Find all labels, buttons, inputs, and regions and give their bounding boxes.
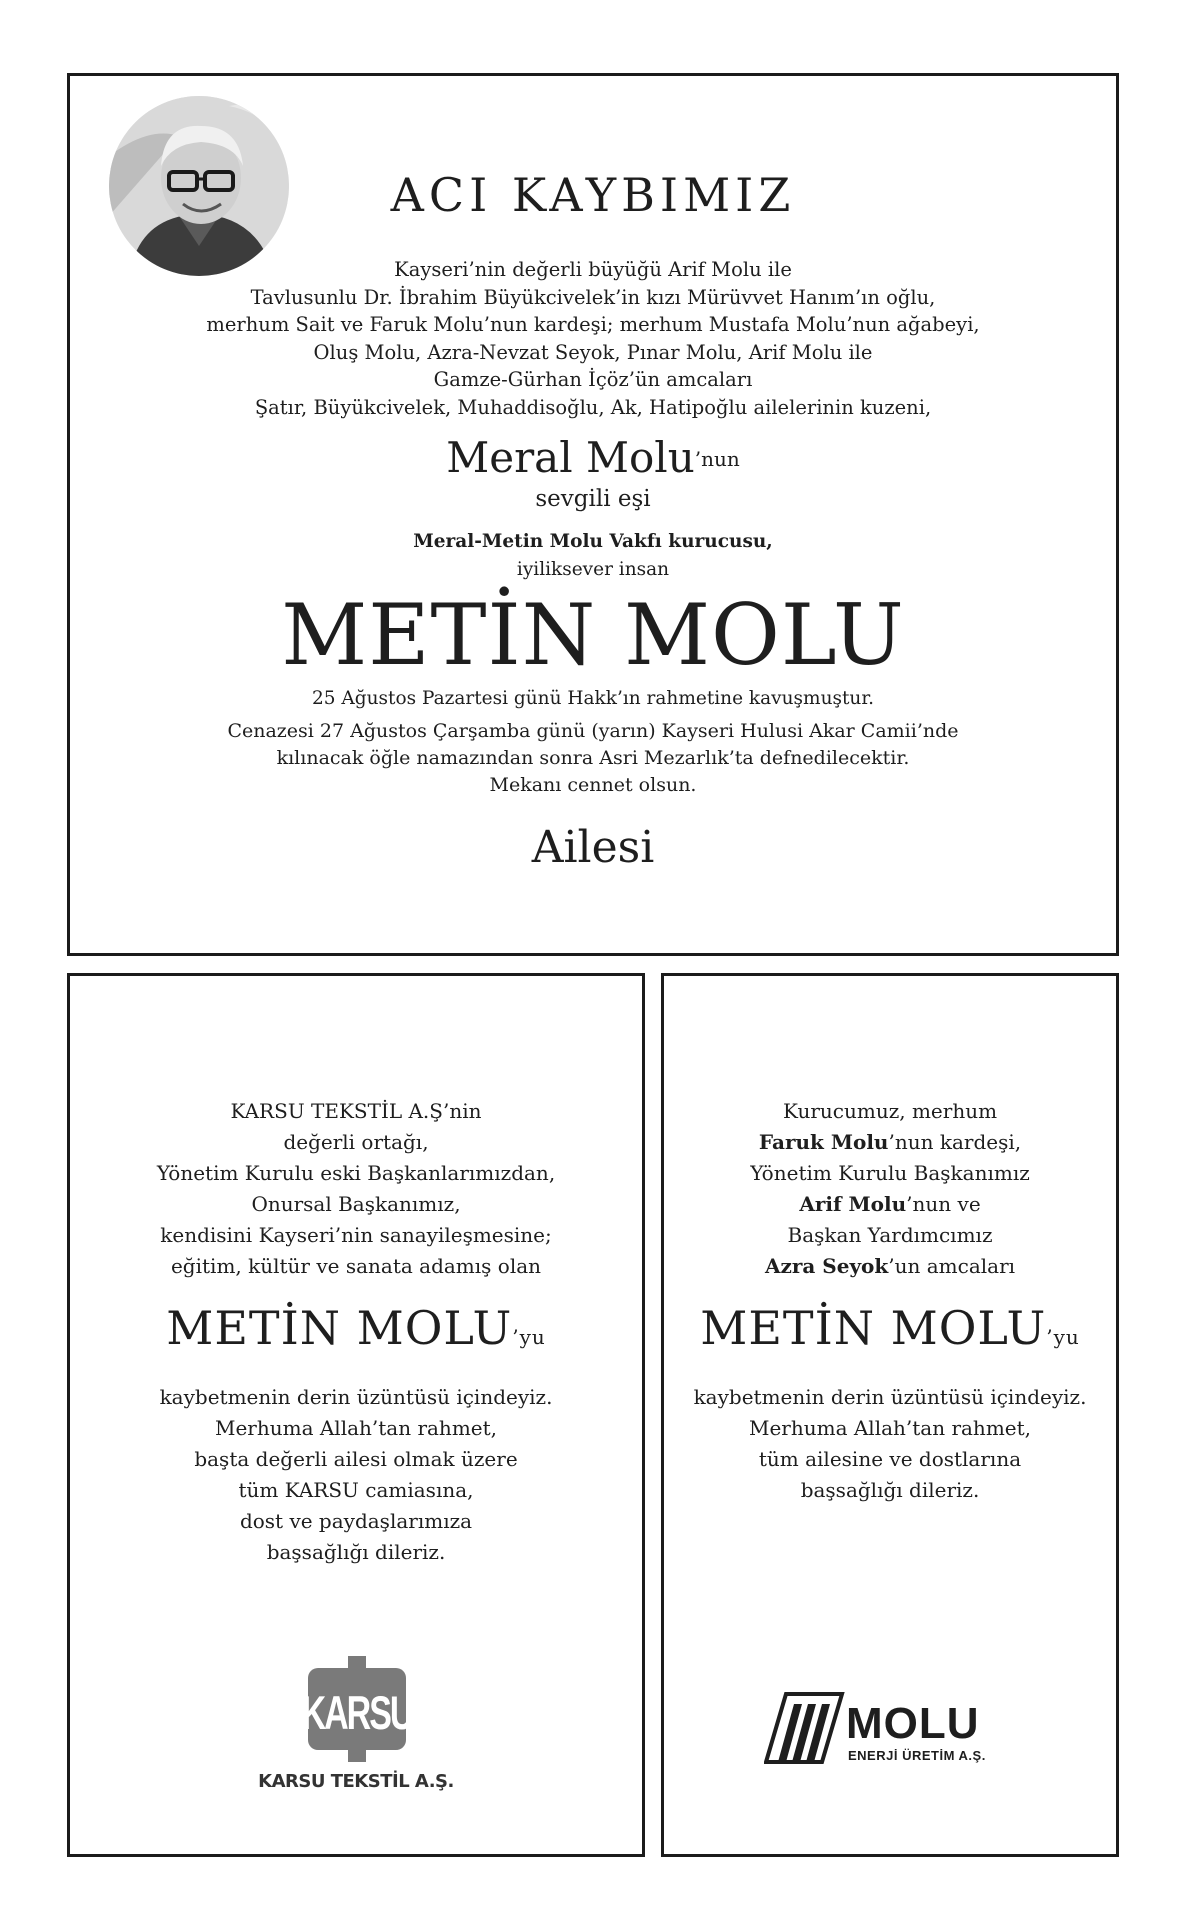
intro-line: Şatır, Büyükcivelek, Muhaddisoğlu, Ak, Hatipoğlu ailelerinin kuzeni,	[254, 395, 932, 419]
karsu-top-text	[70, 1096, 642, 1282]
karsu-line: başsağlığı dileriz.	[266, 1540, 446, 1564]
karsu-line: Merhuma Allah’tan rahmet,	[214, 1416, 498, 1440]
intro-line: merhum Sait ve Faruk Molu’nun kardeşi; merhum Mustafa Molu’nun ağabeyi,	[206, 313, 980, 336]
karsu-line: değerli ortağı,	[283, 1130, 429, 1154]
molu-logo-text: MOLU	[846, 1699, 980, 1748]
molu-line-rest: ’un amcaları	[888, 1254, 1016, 1278]
karsu-line: eğitim, kültür ve sanata adamış olan	[170, 1254, 542, 1278]
molu-line: Başkan Yardımcımız	[787, 1223, 993, 1247]
karsu-condolence-box	[67, 973, 645, 1857]
molu-line: Merhuma Allah’tan rahmet,	[748, 1416, 1032, 1440]
svg-text:KARSU: KARSU	[302, 1686, 412, 1740]
molu-line: Yönetim Kurulu Başkanımız	[750, 1161, 1030, 1185]
molu-line: tüm ailesine ve dostlarına	[758, 1447, 1022, 1471]
main-obituary-box	[67, 73, 1119, 956]
funeral-line: kılınacak öğle namazından sonra Asri Mezarlık’ta defnedilecektir.	[276, 747, 910, 769]
molu-logo	[764, 1688, 1014, 1768]
benevolent-line: iyiliksever insan	[516, 559, 670, 580]
karsu-bottom-text	[70, 1382, 642, 1568]
molu-line: Kurucumuz, merhum	[782, 1099, 998, 1123]
molu-line: başsağlığı dileriz.	[800, 1478, 980, 1502]
wife-name: Meral Molu	[446, 433, 695, 482]
molu-line: kaybetmenin derin üzüntüsü içindeyiz.	[693, 1385, 1087, 1409]
molu-deceased-name-line	[664, 1301, 1116, 1355]
wife-name-suffix: ’nun	[694, 447, 740, 471]
karsu-logo-caption: KARSU TEKSTİL A.Ş.	[258, 1771, 454, 1792]
intro-line: Gamze-Gürhan İçöz’ün amcaları	[433, 368, 753, 391]
funeral-text	[70, 718, 1116, 799]
molu-bottom-text	[664, 1382, 1116, 1506]
karsu-line: Onursal Başkanımız,	[251, 1192, 461, 1216]
wife-name-line	[70, 433, 1116, 482]
molu-line	[664, 1127, 1116, 1158]
molu-logo-subtext: ENERJİ ÜRETİM A.Ş.	[848, 1748, 986, 1763]
karsu-line: kendisini Kayseri’nin sanayileşmesine;	[160, 1223, 552, 1247]
karsu-logo	[302, 1656, 412, 1764]
molu-name-suffix: ’yu	[1046, 1325, 1080, 1349]
molu-condolence-box	[661, 973, 1119, 1857]
lovely-spouse: sevgili eşi	[535, 486, 651, 512]
karsu-deceased-name-line	[70, 1301, 642, 1355]
deceased-name: METİN MOLU	[281, 586, 905, 684]
founder-line: Meral-Metin Molu Vakfı kurucusu,	[413, 531, 773, 552]
molu-top-text	[664, 1096, 1116, 1282]
karsu-name-suffix: ’yu	[512, 1325, 546, 1349]
karsu-line: dost ve paydaşlarımıza	[239, 1509, 473, 1533]
molu-logo-icon	[764, 1688, 1014, 1768]
karsu-line: KARSU TEKSTİL A.Ş’nin	[230, 1099, 482, 1123]
passed-line: 25 Ağustos Pazartesi günü Hakk’ın rahmetine kavuşmuştur.	[311, 688, 875, 709]
karsu-line: tüm KARSU camiasına,	[238, 1478, 474, 1502]
molu-line-rest: ’nun ve	[906, 1192, 981, 1216]
molu-deceased-name: METİN MOLU	[700, 1301, 1047, 1355]
signature-family: Ailesi	[531, 822, 655, 873]
molu-bold-name: Arif Molu	[799, 1192, 907, 1216]
karsu-line: Yönetim Kurulu eski Başkanlarımızdan,	[156, 1161, 556, 1185]
karsu-deceased-name: METİN MOLU	[166, 1301, 513, 1355]
molu-bold-name: Faruk Molu	[758, 1130, 889, 1154]
intro-line: Oluş Molu, Azra-Nevzat Seyok, Pınar Molu, Arif Molu ile	[313, 340, 873, 364]
intro-line: Kayseri’nin değerli büyüğü Arif Molu ile	[394, 258, 792, 281]
molu-bold-name: Azra Seyok	[764, 1254, 889, 1278]
karsu-line: başta değerli ailesi olmak üzere	[194, 1447, 518, 1471]
funeral-line: Mekanı cennet olsun.	[489, 774, 697, 796]
obituary-title: ACI KAYBIMIZ	[390, 168, 796, 222]
funeral-line: Cenazesi 27 Ağustos Çarşamba günü (yarın) Kayseri Hulusi Akar Camii’nde	[227, 720, 959, 742]
molu-line-rest: ’nun kardeşi,	[888, 1130, 1022, 1154]
molu-line	[664, 1189, 1116, 1220]
karsu-line: kaybetmenin derin üzüntüsü içindeyiz.	[159, 1385, 553, 1409]
molu-line	[664, 1251, 1116, 1282]
intro-line: Tavlusunlu Dr. İbrahim Büyükcivelek’in kızı Mürüvvet Hanım’ın oğlu,	[250, 285, 936, 309]
intro-text	[70, 256, 1116, 421]
karsu-logo-icon	[302, 1656, 412, 1764]
